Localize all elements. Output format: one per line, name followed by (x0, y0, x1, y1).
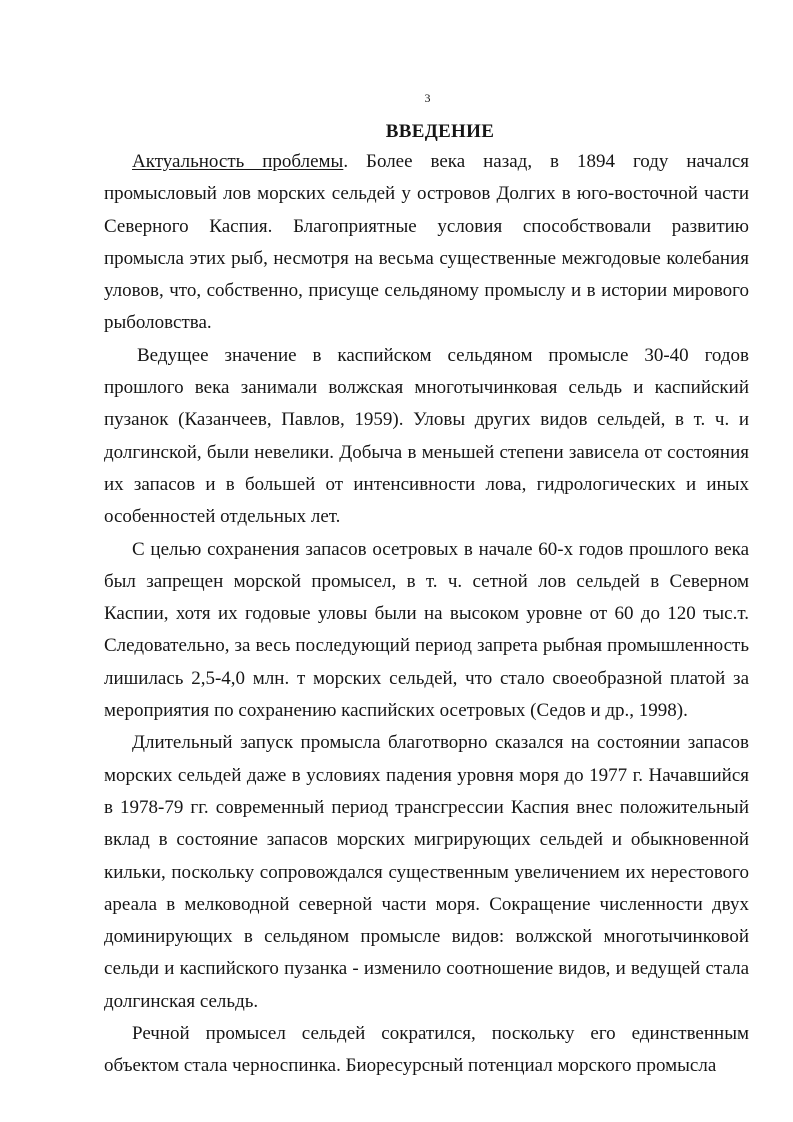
body-text (104, 146, 749, 1083)
paragraph-3: С целью сохранения запасов осетровых в начале 60-х годов прошлого века был запрещен морской промысел, в т. ч. сетной лов сельдей в Северном Каспии, хотя их годовые уловы были на высоком уровне от 60 до 120 тыс.т. Следовательно, за весь последующий период запрета рыбная промышленность лишилась 2,5-4,0 млн. т морских сельдей, что стало своеобразной платой за мероприятия по сохранению каспийских осетровых (Седов и др., 1998). (104, 538, 749, 722)
paragraph-4: Длительный запуск промысла благотворно сказался на состоянии запасов морских сельдей даже в условиях падения уровня моря до 1977 г. Начавшийся в 1978-79 гг. современный период трансгрессии Каспия внес положительный вклад в состояние запасов морских мигрирующих сельдей и обыкновенной кильки, поскольку сопровождался существенным увеличением их нерестового ареала в мелководной северной части моря. Сокращение численности двух доминирующих в сельдяном промысле видов: волжской многотычинковой сельди и каспийского пузанка - изменило соотношение видов, и ведущей стала долгинская сельдь. (104, 732, 749, 1012)
paragraph-1-heading: Актуальность проблемы (132, 151, 344, 172)
paragraph-5: Речной промысел сельдей сократился, поскольку его единственным объектом стала черноспинка. Биоресурсный потенциал морского промысла (104, 1023, 749, 1077)
paragraph-1-text: . Более века назад, в 1894 году начался промысловый лов морских сельдей у островов Долгих в юго-восточной части Северного Каспия. Благоприятные условия способствовали развитию промысла этих рыб, несмотря на весьма существенные межгодовые колебания уловов, что, собственно, присуще сельдяному промыслу и в истории мирового рыболовства. (104, 151, 749, 334)
page-number: 3 (424, 91, 431, 105)
paragraph-1 (104, 146, 749, 340)
section-title: ВВЕДЕНИЕ (385, 121, 495, 142)
paragraph-2: Ведущее значение в каспийском сельдяном промысле 30-40 годов прошлого века занимали волжская многотычинковая сельдь и каспийский пузанок (Казанчеев, Павлов, 1959). Уловы других видов сельдей, в т. ч. и долгинской, были невелики. Добыча в меньшей степени зависела от состояния их запасов и в большей от интенсивности лова, гидрологических и иных особенностей отдельных лет. (104, 344, 749, 528)
